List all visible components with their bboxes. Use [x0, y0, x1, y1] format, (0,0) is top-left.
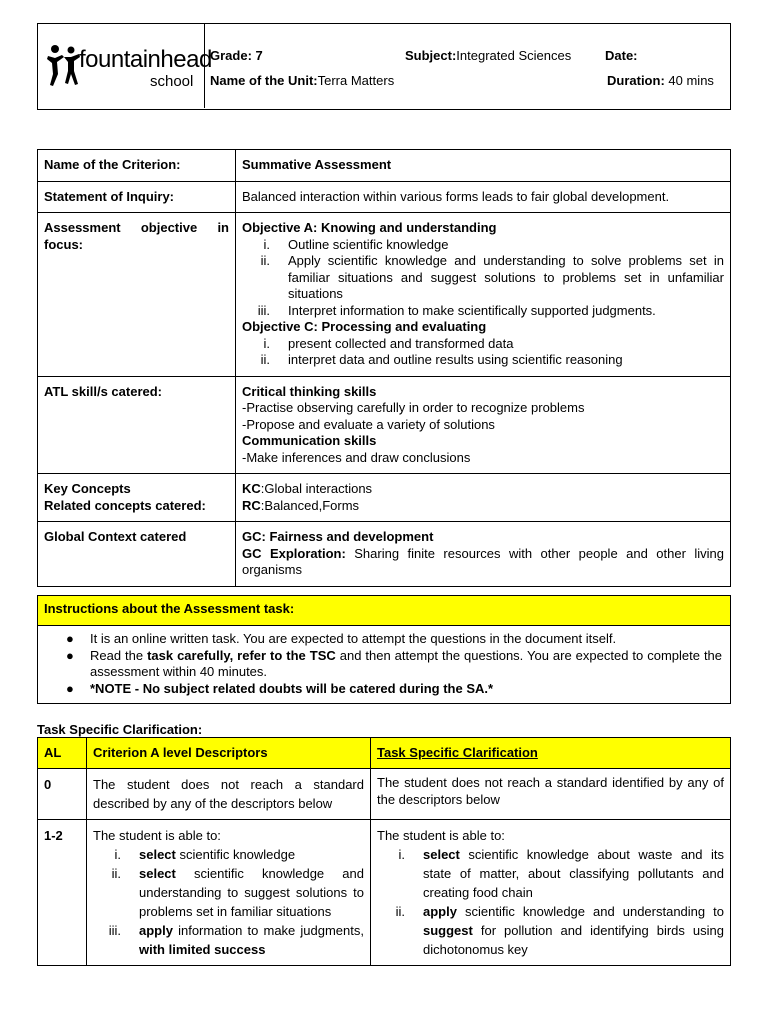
gc-label: Global Context catered — [38, 522, 236, 587]
objective-a-list — [242, 237, 724, 320]
bullet-icon: ● — [66, 647, 74, 663]
list-item: ii. select scientific knowledge and understanding to suggest solutions to problems set in familiar situations — [111, 866, 364, 919]
level-cell: 0 — [38, 769, 87, 820]
objective-c-title: Objective C: Processing and evaluating — [242, 319, 487, 334]
subject-field: Subject:Integrated Sciences — [405, 48, 572, 63]
atl-item: -Make inferences and draw conclusions — [242, 449, 471, 465]
criterion-name-label: Name of the Criterion: — [38, 150, 236, 182]
criterion-table — [37, 149, 731, 587]
date-field: Date: — [605, 48, 638, 63]
concepts-label: Key Concepts Related concepts catered: — [38, 474, 236, 522]
objective-c-list — [242, 336, 724, 369]
atl-item: -Practise observing carefully in order to recognize problems — [242, 400, 585, 415]
list-item: ● *NOTE - No subject related doubts will be catered during the SA.* — [66, 680, 494, 696]
criterion-name-row — [38, 150, 731, 182]
global-context-row — [38, 522, 731, 587]
list-item: i. Outline scientific knowledge — [263, 236, 449, 252]
table-row — [38, 769, 731, 820]
bullet-icon: ● — [66, 631, 74, 646]
soi-value: Balanced interaction within various forms leads to fair global development. — [236, 181, 731, 213]
concepts-row — [38, 474, 731, 522]
concepts-value — [236, 474, 731, 522]
gc-title: GC: Fairness and development — [242, 529, 434, 544]
grade-field: Grade: 7 — [210, 48, 263, 63]
table-row — [38, 820, 731, 966]
tsc-cell: The student is able to: i. select scientific knowledge about waste and its state of matter, about classifying pollutants and creating food chain ii. apply scientific knowledge and understanding to suggest for pollution and identifying birds using dichotonomus key — [371, 820, 731, 966]
atl-value — [236, 376, 731, 474]
objective-a-title: Objective A: Knowing and understanding — [242, 220, 497, 235]
assessment-objective-row — [38, 213, 731, 377]
level-cell: 1-2 — [38, 820, 87, 966]
statement-of-inquiry-row — [38, 181, 731, 213]
list-item: iii. apply information to make judgments, with limited success — [108, 923, 364, 957]
atl-label: ATL skill/s catered: — [38, 376, 236, 474]
document-header — [37, 23, 731, 110]
list-item: ii. interpret data and outline results using scientific reasoning — [260, 352, 623, 367]
criterion-cell: The student is able to: i. select scientific knowledge ii. select scientific knowledge and understanding to suggest solutions to problems set in familiar situations iii. apply information to make judgments, with limited success — [87, 820, 371, 966]
atl-comm-title: Communication skills — [242, 433, 377, 448]
col-criterion-header: Criterion A level Descriptors — [87, 738, 371, 769]
list-item: ii. apply scientific knowledge and understanding to suggest for pollution and identifying birds using dichotonomus key — [395, 904, 724, 957]
list-item: ● Read the task carefully, refer to the TSC and then attempt the questions. You are expected to complete the assessment within 40 minutes. — [66, 647, 723, 679]
col-al-header: AL — [38, 738, 87, 769]
list-item: ● It is an online written task. You are expected to attempt the questions in the document itself. — [66, 631, 617, 646]
gc-value — [236, 522, 731, 587]
col-tsc-header: Task Specific Clarification — [371, 738, 731, 769]
duration-field: Duration: 40 mins — [607, 73, 714, 88]
instructions-list — [38, 626, 730, 703]
gc-exploration: GC Exploration: Sharing finite resources with other people and other living organisms — [242, 545, 724, 577]
tsc-cell: The student does not reach a standard identified by any of the descriptors below — [371, 769, 731, 820]
tsc-table — [37, 737, 731, 966]
criterion-cell: The student does not reach a standard described by any of the descriptors below — [87, 769, 371, 820]
unit-field: Name of the Unit:Terra Matters — [210, 73, 395, 88]
logo-wordmark: fountainhead — [79, 46, 212, 73]
atl-skills-row — [38, 376, 731, 474]
bullet-icon: ● — [66, 680, 74, 696]
key-concept: KC:Global interactions — [242, 481, 373, 496]
criterion-name-value: Summative Assessment — [236, 150, 731, 182]
school-logo — [38, 24, 212, 108]
list-item: i. present collected and transformed data — [263, 335, 514, 351]
instructions-title: Instructions about the Assessment task: — [38, 596, 730, 626]
fountainhead-figures-icon — [46, 44, 82, 88]
atl-critical-title: Critical thinking skills — [242, 383, 377, 399]
instructions-box — [37, 595, 731, 704]
objective-label: Assessment objective in focus: — [38, 213, 236, 377]
objective-value — [236, 213, 731, 377]
list-item: i. select scientific knowledge — [114, 847, 296, 862]
related-concept: RC:Balanced,Forms — [242, 497, 360, 513]
tsc-heading: Task Specific Clarification: — [37, 722, 203, 737]
tsc-header-row — [38, 738, 731, 769]
list-item: iii. Interpret information to make scientifically supported judgments. — [257, 302, 656, 318]
list-item: ii. Apply scientific knowledge and understanding to solve problems set in familiar situations and suggest solutions to problems set in unfamiliar situations — [260, 253, 724, 301]
soi-label: Statement of Inquiry: — [38, 181, 236, 213]
atl-item: -Propose and evaluate a variety of solutions — [242, 416, 495, 432]
list-item: i. select scientific knowledge about waste and its state of matter, about classifying pollutants and creating food chain — [398, 847, 724, 900]
logo-school-text: school — [150, 73, 194, 90]
